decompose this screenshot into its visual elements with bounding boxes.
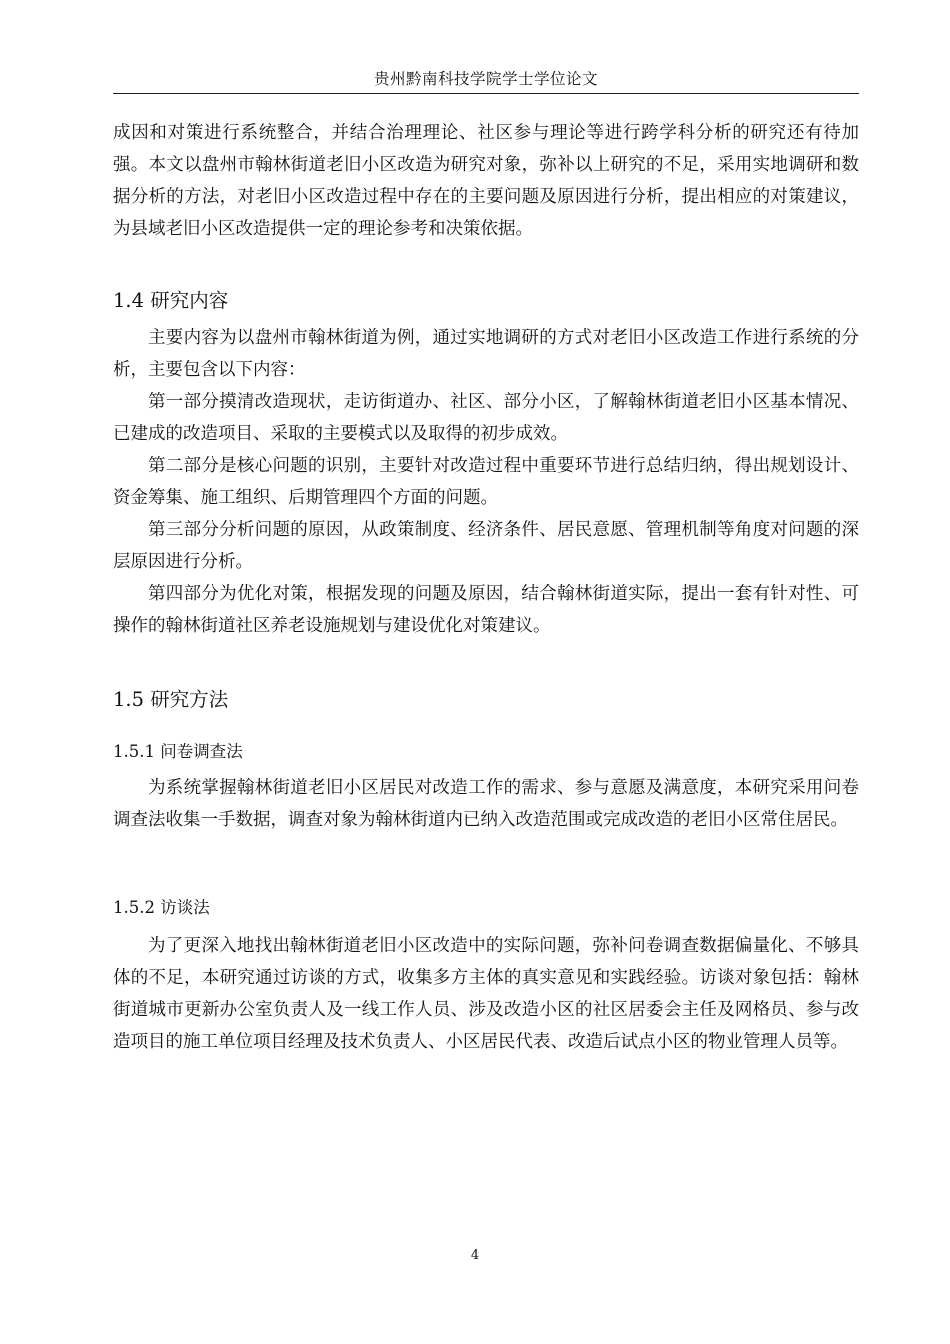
paragraph-1-4-part2: 第二部分是核心问题的识别，主要针对改造过程中重要环节进行总结归纳，得出规划设计、资金筹集、施工组织、后期管理四个方面的问题。 xyxy=(113,456,859,508)
subsection-heading-1-5-2: 1.5.2 访谈法 xyxy=(113,898,210,917)
section-heading-1-4: 1.4 研究内容 xyxy=(113,289,229,312)
section-heading-1-5: 1.5 研究方法 xyxy=(113,688,229,711)
running-header-title: 贵州黔南科技学院学士学位论文 xyxy=(373,70,598,88)
intro-paragraph: 成因和对策进行系统整合，并结合治理理论、社区参与理论等进行跨学科分析的研究还有待加强。本文以盘州市翰林街道老旧小区改造为研究对象，弥补以上研究的不足，采用实地调研和数据分析的方法，对老旧小区改造过程中存在的主要问题及原因进行分析，提出相应的对策建议，为县域老旧小区改造提供一定的理论参考和决策依据。 xyxy=(113,123,859,239)
paragraph-1-4-part4: 第四部分为优化对策，根据发现的问题及原因，结合翰林街道实际，提出一套有针对性、可操作的翰林街道社区养老设施规划与建设优化对策建议。 xyxy=(113,584,859,636)
paragraph-1-4-intro: 主要内容为以盘州市翰林街道为例，通过实地调研的方式对老旧小区改造工作进行系统的分析，主要包含以下内容： xyxy=(113,328,859,380)
subsection-heading-1-5-1: 1.5.1 问卷调查法 xyxy=(113,742,243,761)
paragraph-1-5-1: 为系统掌握翰林街道老旧小区居民对改造工作的需求、参与意愿及满意度，本研究采用问卷调查法收集一手数据，调查对象为翰林街道内已纳入改造范围或完成改造的老旧小区常住居民。 xyxy=(113,778,859,830)
header-divider xyxy=(113,93,859,94)
paragraph-1-4-part3: 第三部分分析问题的原因，从政策制度、经济条件、居民意愿、管理机制等角度对问题的深层原因进行分析。 xyxy=(113,520,859,572)
paragraph-1-4-part1: 第一部分摸清改造现状，走访街道办、社区、部分小区，了解翰林街道老旧小区基本情况、已建成的改造项目、采取的主要模式以及取得的初步成效。 xyxy=(113,392,859,444)
paragraph-1-5-2: 为了更深入地找出翰林街道老旧小区改造中的实际问题，弥补问卷调查数据偏量化、不够具体的不足，本研究通过访谈的方式，收集多方主体的真实意见和实践经验。访谈对象包括：翰林街道城市更新办公室负责人及一线工作人员、涉及改造小区的社区居委会主任及网格员、参与改造项目的施工单位项目经理及技术负责人、小区居民代表、改造后试点小区的物业管理人员等。 xyxy=(113,936,859,1052)
page-number: 4 xyxy=(470,1248,480,1263)
